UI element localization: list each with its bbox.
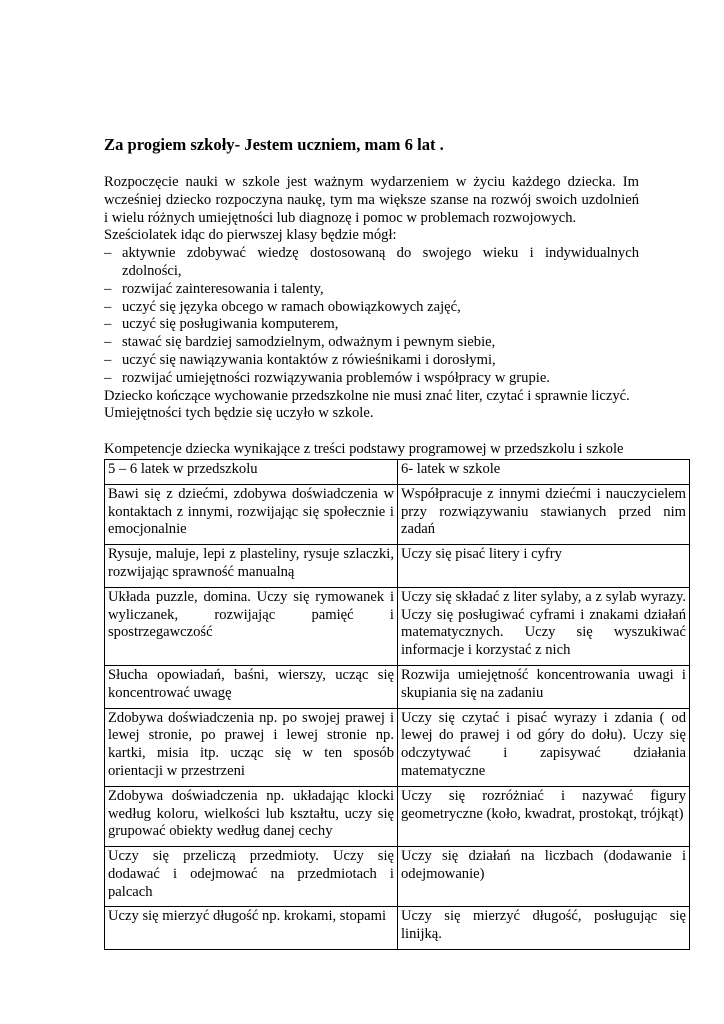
table-cell: Rysuje, maluje, lepi z plasteliny, rysuje szlaczki, rozwijając sprawność manualną [105, 545, 398, 588]
list-item-text: aktywnie zdobywać wiedzę dostosowaną do swojego wieku i indywidualnych zdolności, [122, 245, 639, 279]
dash-bullet: – [104, 298, 112, 315]
table-header-row [105, 459, 690, 484]
document-title: Za progiem szkoły- Jestem uczniem, mam 6 lat . [104, 135, 444, 154]
list-item-text: uczyć się nawiązywania kontaktów z rówieśnikami i dorosłymi, [122, 351, 496, 368]
table-cell: Uczy się pisać litery i cyfry [398, 545, 690, 588]
header-preschool: 5 – 6 latek w przedszkolu [105, 459, 398, 484]
table-cell: Uczy się mierzyć długość np. krokami, stopami [105, 907, 398, 950]
dash-bullet: – [104, 280, 112, 297]
dash-bullet: – [104, 351, 112, 368]
list-item [104, 370, 639, 388]
table-row [105, 587, 690, 665]
list-item [104, 352, 639, 370]
list-item-text: uczyć się języka obcego w ramach obowiązkowych zajęć, [122, 298, 461, 315]
dash-bullet: – [104, 369, 112, 386]
list-item-text: stawać się bardziej samodzielnym, odważnym i pewnym siebie, [122, 334, 496, 351]
table-cell: Uczy się działań na liczbach (dodawanie i odejmowanie) [398, 847, 690, 907]
table-row [105, 907, 690, 950]
list-item [104, 316, 639, 334]
list-item [104, 245, 639, 281]
list-item [104, 299, 639, 317]
header-school: 6- latek w szkole [398, 459, 690, 484]
table-cell: Zdobywa doświadczenia np. układając klocki według koloru, wielkości lub kształtu, uczy się grupować obiekty według danej cechy [105, 786, 398, 846]
table-caption: Kompetencje dziecka wynikające z treści podstawy programowej w przedszkolu i szkole [104, 441, 624, 458]
table-row [105, 665, 690, 708]
table-row [105, 545, 690, 588]
list-item [104, 281, 639, 299]
table-row [105, 847, 690, 907]
abilities-list [104, 245, 639, 387]
list-item-text: rozwijać umiejętności rozwiązywania problemów i współpracy w grupie. [122, 369, 550, 386]
document-body [104, 174, 686, 950]
table-cell: Uczy się mierzyć długość, posługując się linijką. [398, 907, 690, 950]
table-cell: Uczy się składać z liter sylaby, a z sylab wyrazy. Uczy się posługiwać cyframi i znakami działań matematycznych. Uczy się wyszukiwać informacje i korzystać z nich [398, 587, 690, 665]
competencies-table [104, 459, 690, 950]
dash-bullet: – [104, 245, 112, 262]
closing-line-2: Umiejętności tych będzie się uczyło w szkole. [104, 405, 374, 422]
table-row [105, 786, 690, 846]
list-item-text: uczyć się posługiwania komputerem, [122, 316, 339, 333]
table-cell: Uczy się czytać i pisać wyrazy i zdania ( od lewej do prawej i od góry do dołu). Uczy się odczytywać i zapisywać działania matematyczne [398, 708, 690, 786]
table-row [105, 484, 690, 544]
table-cell: Zdobywa doświadczenia np. po swojej prawej i lewej stronie, po prawej i lewej stronie np. kartki, misia itp. ucząc się w ten sposób orientacji w przestrzeni [105, 708, 398, 786]
dash-bullet: – [104, 334, 112, 351]
table-cell: Uczy się przeliczą przedmioty. Uczy się dodawać i odejmować na przedmiotach i palcach [105, 847, 398, 907]
table-cell: Układa puzzle, domina. Uczy się rymowanek i wyliczanek, rozwijając pamięć i spostrzegawczość [105, 587, 398, 665]
table-cell: Uczy się rozróżniać i nazywać figury geometryczne (koło, kwadrat, prostokąt, trójkąt) [398, 786, 690, 846]
list-item [104, 334, 639, 352]
table-row [105, 708, 690, 786]
table-cell: Rozwija umiejętność koncentrowania uwagi i skupiania się na zadaniu [398, 665, 690, 708]
intro-paragraph: Rozpoczęcie nauki w szkole jest ważnym wydarzeniem w życiu każdego dziecka. Im wcześniej dziecko rozpoczyna naukę, tym ma większe szanse na rozwój swoich uzdolnień i wielu różnych umiejętności lub diagnozę i pomoc w problemach rozwojowych. [104, 174, 639, 226]
closing-line-1: Dziecko kończące wychowanie przedszkolne nie musi znać liter, czytać i sprawnie liczyć. [104, 387, 630, 404]
table-cell: Słucha opowiadań, baśni, wierszy, ucząc się koncentrować uwagę [105, 665, 398, 708]
abilities-lead: Sześciolatek idąc do pierwszej klasy będzie mógł: [104, 227, 397, 244]
table-cell: Współpracuje z innymi dziećmi i nauczycielem przy rozwiązywaniu stawianych przed nim zadań [398, 484, 690, 544]
dash-bullet: – [104, 316, 112, 333]
table-cell: Bawi się z dziećmi, zdobywa doświadczenia w kontaktach z innymi, rozwijając się społecznie i emocjonalnie [105, 484, 398, 544]
list-item-text: rozwijać zainteresowania i talenty, [122, 280, 324, 297]
